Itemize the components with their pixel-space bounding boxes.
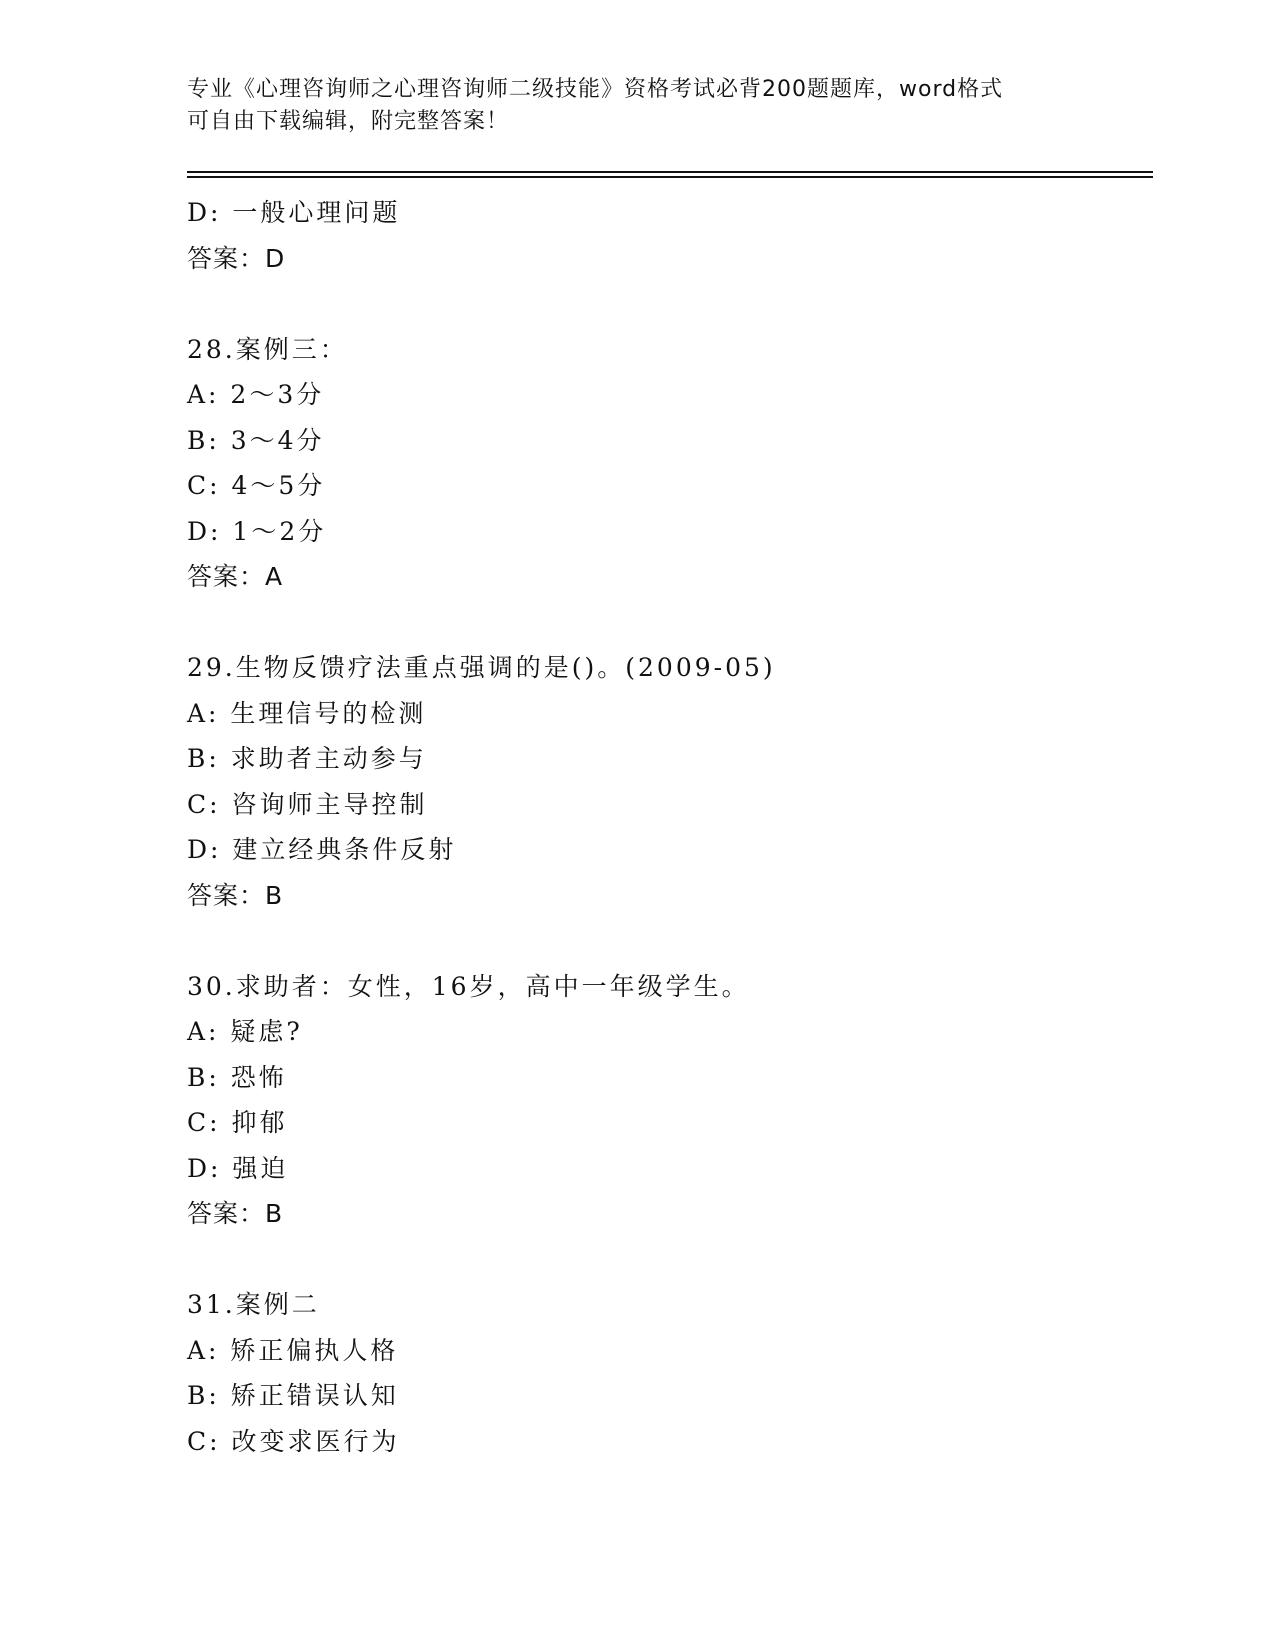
option-c: C: 咨询师主导控制 xyxy=(187,789,428,819)
option-b: B: 恐怖 xyxy=(187,1062,287,1092)
header-rule-bottom xyxy=(187,176,1153,178)
header-line-2: 可自由下载编辑，附完整答案！ xyxy=(187,109,510,134)
option-b: B: 求助者主动参与 xyxy=(187,744,427,773)
option-c: C: 抑郁 xyxy=(187,1108,288,1137)
header-line-1: 专业《心理咨询师之心理咨询师二级技能》资格考试必背200题题库，word格式 xyxy=(187,77,1004,102)
spacer xyxy=(187,918,1147,964)
question-30 xyxy=(187,964,1147,1237)
question-title: 28.案例三： xyxy=(187,334,348,364)
option-b: B: 3～4分 xyxy=(187,425,325,455)
option-d: D: 1～2分 xyxy=(187,516,327,546)
option-a: A: 矫正偏执人格 xyxy=(187,1335,399,1365)
question-title: 30.求助者：女性，16岁，高中一年级学生。 xyxy=(187,971,750,1001)
option-d: D: 建立经典条件反射 xyxy=(187,835,457,864)
question-title: 29.生物反馈疗法重点强调的是()。(2009-05) xyxy=(187,653,776,682)
document-header xyxy=(187,74,1087,138)
option-a: A: 生理信号的检测 xyxy=(187,698,427,728)
question-list xyxy=(187,190,1147,1464)
question-29 xyxy=(187,645,1147,918)
spacer xyxy=(187,600,1147,646)
option-d: D: 强迫 xyxy=(187,1153,289,1183)
option-c: C: 改变求医行为 xyxy=(187,1426,400,1456)
spacer xyxy=(187,1237,1147,1283)
question-31 xyxy=(187,1282,1147,1464)
header-rule-top xyxy=(187,171,1153,173)
answer: 答案：B xyxy=(187,1199,284,1228)
prev-option-d: D: 一般心理问题 xyxy=(187,198,401,227)
option-a: A: 疑虑? xyxy=(187,1017,303,1046)
answer: 答案：A xyxy=(187,562,284,591)
option-b: B: 矫正错误认知 xyxy=(187,1381,399,1410)
spacer xyxy=(187,281,1147,327)
question-title: 31.案例二 xyxy=(187,1290,320,1319)
question-28 xyxy=(187,327,1147,600)
option-a: A: 2～3分 xyxy=(187,380,325,409)
prev-answer: 答案：D xyxy=(187,243,286,273)
answer: 答案：B xyxy=(187,880,284,910)
option-c: C: 4～5分 xyxy=(187,471,326,500)
